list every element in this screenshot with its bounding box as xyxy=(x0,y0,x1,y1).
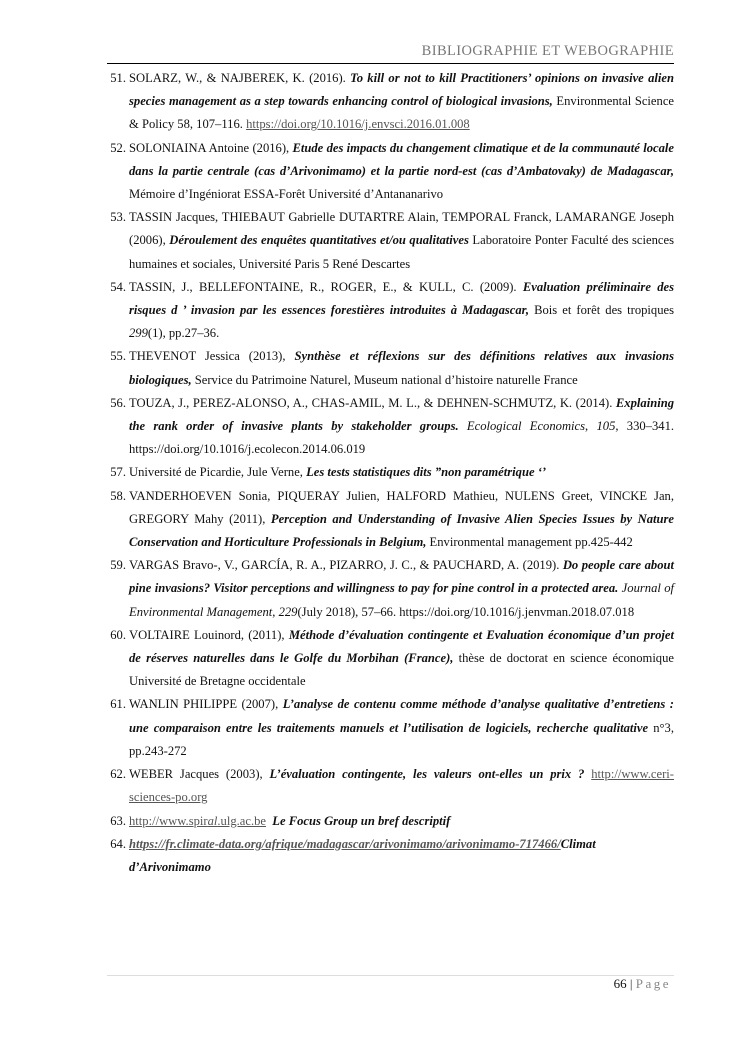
reference-authors: WANLIN PHILIPPE (2007), xyxy=(129,697,283,712)
reference-details: Environmental Science & Policy 58, 107–116. xyxy=(129,94,674,132)
reference-number: 55. xyxy=(110,349,126,364)
reference-item-64 xyxy=(107,833,674,879)
reference-separator: , xyxy=(585,419,597,434)
page-header xyxy=(107,41,674,64)
reference-details: Laboratoire Ponter Faculté des sciences humaines et sociales, Université Paris 5 René Descartes xyxy=(129,233,674,271)
reference-item-59 xyxy=(107,554,674,624)
reference-item-58 xyxy=(107,485,674,555)
reference-authors: VARGAS Bravo-, V., GARCÍA, R. A., PIZARRO, J. C., & PAUCHARD, A. (2019). xyxy=(129,558,563,573)
reference-title: Méthode d’évaluation contingente et Evaluation économique d’un projet de réserves naturelles dans le Golfe du Morbihan (France), xyxy=(129,627,675,666)
reference-item-61 xyxy=(107,693,674,763)
reference-number: 60. xyxy=(110,627,126,642)
reference-number: 52. xyxy=(110,140,126,155)
reference-details: Mémoire d’Ingéniorat ESSA-Forêt Université d’Antananarivo xyxy=(129,187,444,202)
reference-number: 56. xyxy=(110,395,126,410)
reference-item-55 xyxy=(107,345,674,391)
reference-number: 57. xyxy=(110,465,126,480)
link-part-italic: al xyxy=(207,813,218,828)
reference-title: Les tests statistiques dits ”non paramétrique ‘’ xyxy=(306,465,547,480)
reference-volume: 229 xyxy=(278,604,298,619)
reference-authors: TASSIN Jacques, THIEBAUT Gabrielle DUTARTRE Alain, TEMPORAL Franck, LAMARANGE Joseph (2006), xyxy=(129,210,674,248)
reference-authors: TOUZA, J., PEREZ-ALONSO, A., CHAS-AMIL, M. L., & DEHNEN-SCHMUTZ, K. (2014). xyxy=(129,395,616,410)
website-link[interactable]: http://www.ceri-sciences-po.org xyxy=(129,767,675,805)
reference-item-52 xyxy=(107,137,674,207)
reference-title: Synthèse et réflexions sur des définitions relatives aux invasions biologiques, xyxy=(129,349,674,387)
header-title: BIBLIOGRAPHIE ET WEBOGRAPHIE xyxy=(421,43,674,59)
reference-volume: 105 xyxy=(596,419,616,434)
reference-authors: SOLONIAINA Antoine (2016), xyxy=(129,140,293,155)
reference-volume: 299 xyxy=(129,326,148,341)
reference-authors: THEVENOT Jessica (2013), xyxy=(129,349,295,364)
website-link[interactable] xyxy=(129,814,266,828)
reference-details: Service du Patrimoine Naturel, Museum national d’histoire naturelle France xyxy=(191,372,578,387)
reference-details: Bois et forêt des tropiques xyxy=(529,303,675,318)
reference-authors: VANDERHOEVEN Sonia, PIQUERAY Julien, HALFORD Mathieu, NULENS Greet, VINCKE Jan, GREGORY Mahy (2011), xyxy=(129,488,674,526)
reference-details: thèse de doctorat en science économique Université de Bretagne occidentale xyxy=(129,651,674,689)
reference-authors: WEBER Jacques (2003), xyxy=(129,767,270,782)
reference-item-60 xyxy=(107,624,674,694)
reference-pages: (July 2018), 57–66. https://doi.org/10.1016/j.jenvman.2018.07.018 xyxy=(297,604,635,619)
footer-divider xyxy=(107,975,674,976)
page-footer xyxy=(614,976,671,992)
footer-separator: | xyxy=(629,976,633,991)
reference-title: Etude des impacts du changement climatique et de la communauté locale dans la partie centrale (cas d’Arivonimamo) et la partie nord-est (cas d’Ambatovaky) de Madagascar, xyxy=(129,140,674,178)
reference-number: 58. xyxy=(110,488,126,503)
reference-item-53 xyxy=(107,206,674,276)
reference-journal: Journal of Environmental Management xyxy=(129,581,674,619)
reference-title: Explaining the rank order of invasive plants by stakeholder groups. xyxy=(129,395,674,434)
reference-item-54 xyxy=(107,276,674,346)
reference-item-62 xyxy=(107,763,674,809)
doi-link[interactable]: https://doi.org/10.1016/j.envsci.2016.01.008 xyxy=(246,117,470,132)
reference-pages: (1), pp.27–36. xyxy=(147,326,220,341)
reference-list xyxy=(107,67,674,879)
reference-details: n°3, pp.243-272 xyxy=(129,720,675,758)
reference-pages: , 330–341. https://doi.org/10.1016/j.ecolecon.2014.06.019 xyxy=(129,419,675,457)
reference-number: 64. xyxy=(110,836,126,851)
reference-title: Perception and Understanding of Invasive Alien Species Issues by Nature Conservation and Horticulture Professionals in Belgium, xyxy=(129,511,674,550)
reference-title: Le Focus Group un bref descriptif xyxy=(272,813,451,828)
reference-item-51 xyxy=(107,67,674,137)
reference-item-56 xyxy=(107,392,674,462)
reference-title: To kill or not to kill Practitioners’ opinions on invasive alien species management as a step towards enhancing control of biological invasions, xyxy=(129,71,674,109)
reference-authors: VOLTAIRE Louinord, (2011), xyxy=(129,627,289,642)
reference-authors: Université de Picardie, Jule Verne, xyxy=(129,465,307,480)
reference-item-63 xyxy=(107,810,674,833)
reference-title: Evaluation préliminaire des risques d ’ invasion par les essences forestières introduites à Madagascar, xyxy=(129,279,674,318)
reference-authors: TASSIN, J., BELLEFONTAINE, R., ROGER, E., & KULL, C. (2009). xyxy=(129,279,523,294)
reference-title: L’évaluation contingente, les valeurs ont-elles un prix ? xyxy=(269,767,585,782)
reference-details: Environmental management pp.425-442 xyxy=(426,535,633,550)
link-part: .ulg.ac.be xyxy=(217,813,266,828)
reference-number: 51. xyxy=(110,71,126,85)
reference-number: 59. xyxy=(110,558,126,573)
reference-number: 61. xyxy=(110,697,126,712)
reference-journal: Ecological Economics xyxy=(458,419,586,434)
page-number: 66 xyxy=(613,976,627,991)
reference-title: Climat d’Arivonimamo xyxy=(129,836,596,874)
page-label: Page xyxy=(635,976,671,991)
reference-separator: , xyxy=(272,604,279,619)
reference-number: 53. xyxy=(110,210,126,225)
reference-number: 54. xyxy=(110,279,126,294)
website-link[interactable]: https://fr.climate-data.org/afrique/madagascar/arivonimamo/arivonimamo-717466/ xyxy=(129,836,561,851)
reference-number: 62. xyxy=(110,767,126,782)
reference-number: 63. xyxy=(110,813,126,828)
reference-item-57 xyxy=(107,461,674,484)
reference-title: Do people care about pine invasions? Visitor perceptions and willingness to pay for pine control in a protected area. xyxy=(129,558,674,596)
link-part: http://www.spir xyxy=(129,813,208,828)
reference-authors: SOLARZ, W., & NAJBEREK, K. (2016). xyxy=(129,71,351,85)
reference-title: Déroulement des enquêtes quantitatives et/ou qualitatives xyxy=(169,233,469,248)
reference-title: L’analyse de contenu comme méthode d’analyse qualitative d’entretiens : une comparaison entre les traitements manuels et l’utilisation de logiciels, recherche qualitative xyxy=(129,697,674,735)
